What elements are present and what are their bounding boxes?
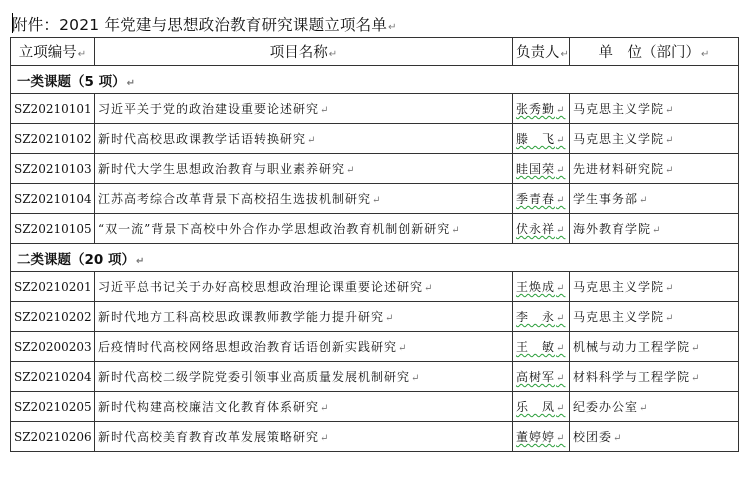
dept-cell[interactable]: 机械与动力工程学院↵ — [570, 332, 739, 362]
group-label[interactable]: 一类课题（5 项）↵ — [11, 66, 739, 94]
leader-cell[interactable]: 王 敏↵ — [513, 332, 570, 362]
paragraph-mark-icon: ↵ — [346, 165, 356, 176]
code-cell[interactable]: SZ20210205 — [11, 392, 95, 422]
name-cell[interactable]: 新时代高校美育教育改革发展策略研究↵ — [95, 422, 513, 452]
dept-cell[interactable]: 马克思主义学院↵ — [570, 272, 739, 302]
dept-cell[interactable]: 学生事务部↵ — [570, 184, 739, 214]
dept-cell[interactable]: 海外教育学院↵ — [570, 214, 739, 244]
paragraph-mark-icon: ↵ — [665, 165, 675, 176]
table-row — [11, 422, 739, 452]
table-row — [11, 94, 739, 124]
code-cell[interactable]: SZ20210104 — [11, 184, 95, 214]
paragraph-mark-icon: ↵ — [320, 403, 330, 414]
leader-cell[interactable]: 眭国荣↵ — [513, 154, 570, 184]
table-row — [11, 272, 739, 302]
paragraph-mark-icon: ↵ — [556, 403, 566, 414]
table-row — [11, 332, 739, 362]
code-cell[interactable]: SZ20210105 — [11, 214, 95, 244]
paragraph-mark-icon: ↵ — [556, 433, 566, 444]
name-cell[interactable]: “双一流”背景下高校中外合作办学思想政治教育机制创新研究↵ — [95, 214, 513, 244]
leader-cell[interactable]: 季青春↵ — [513, 184, 570, 214]
name-cell[interactable]: 后疫情时代高校网络思想政治教育话语创新实践研究↵ — [95, 332, 513, 362]
paragraph-mark-icon: ↵ — [388, 22, 397, 33]
table-row — [11, 392, 739, 422]
name-cell[interactable]: 新时代高校思政课教学话语转换研究↵ — [95, 124, 513, 154]
code-cell[interactable]: SZ20210103 — [11, 154, 95, 184]
dept-cell[interactable]: 纪委办公室↵ — [570, 392, 739, 422]
paragraph-mark-icon: ↵ — [691, 373, 701, 384]
group-row — [11, 66, 739, 94]
paragraph-mark-icon: ↵ — [556, 225, 566, 236]
leader-cell[interactable]: 高树军↵ — [513, 362, 570, 392]
paragraph-mark-icon: ↵ — [639, 403, 649, 414]
paragraph-mark-icon: ↵ — [665, 313, 675, 324]
paragraph-mark-icon: ↵ — [556, 283, 566, 294]
document-title[interactable] — [12, 13, 397, 35]
paragraph-mark-icon: ↵ — [424, 283, 434, 294]
paragraph-mark-icon: ↵ — [372, 195, 382, 206]
code-cell[interactable]: SZ20210204 — [11, 362, 95, 392]
dept-cell[interactable]: 先进材料研究院↵ — [570, 154, 739, 184]
leader-cell[interactable]: 董婷婷↵ — [513, 422, 570, 452]
name-cell[interactable]: 习近平总书记关于办好高校思想政治理论课重要论述研究↵ — [95, 272, 513, 302]
group-label[interactable]: 二类课题（20 项）↵ — [11, 244, 739, 272]
paragraph-mark-icon: ↵ — [385, 313, 395, 324]
paragraph-mark-icon: ↵ — [691, 343, 701, 354]
dept-cell[interactable]: 马克思主义学院↵ — [570, 124, 739, 154]
name-cell[interactable]: 新时代高校二级学院党委引领事业高质量发展机制研究↵ — [95, 362, 513, 392]
table-row — [11, 124, 739, 154]
paragraph-mark-icon: ↵ — [320, 433, 330, 444]
paragraph-mark-icon: ↵ — [556, 135, 566, 146]
project-table[interactable] — [10, 37, 739, 452]
leader-cell[interactable]: 王焕成↵ — [513, 272, 570, 302]
paragraph-mark-icon: ↵ — [556, 373, 566, 384]
code-cell[interactable]: SZ20210201 — [11, 272, 95, 302]
paragraph-mark-icon: ↵ — [556, 165, 566, 176]
header-code[interactable]: 立项编号↵ — [11, 38, 95, 66]
paragraph-mark-icon: ↵ — [556, 313, 566, 324]
table-row — [11, 302, 739, 332]
group-row — [11, 244, 739, 272]
table-header-row — [11, 38, 739, 66]
dept-cell[interactable]: 马克思主义学院↵ — [570, 94, 739, 124]
paragraph-mark-icon: ↵ — [398, 343, 408, 354]
header-dept[interactable]: 单 位（部门）↵ — [570, 38, 739, 66]
paragraph-mark-icon: ↵ — [665, 105, 675, 116]
leader-cell[interactable]: 李 永↵ — [513, 302, 570, 332]
paragraph-mark-icon: ↵ — [639, 195, 649, 206]
code-cell[interactable]: SZ20210202 — [11, 302, 95, 332]
code-cell[interactable]: SZ20200203 — [11, 332, 95, 362]
name-cell[interactable]: 江苏高考综合改革背景下高校招生选拔机制研究↵ — [95, 184, 513, 214]
paragraph-mark-icon: ↵ — [126, 77, 135, 89]
table-row — [11, 154, 739, 184]
code-cell[interactable]: SZ20210206 — [11, 422, 95, 452]
dept-cell[interactable]: 校团委↵ — [570, 422, 739, 452]
paragraph-mark-icon: ↵ — [613, 433, 623, 444]
paragraph-mark-icon: ↵ — [556, 105, 566, 116]
leader-cell[interactable]: 滕 飞↵ — [513, 124, 570, 154]
paragraph-mark-icon: ↵ — [307, 135, 317, 146]
paragraph-mark-icon: ↵ — [556, 343, 566, 354]
code-cell[interactable]: SZ20210101 — [11, 94, 95, 124]
table-row — [11, 214, 739, 244]
name-cell[interactable]: 习近平关于党的政治建设重要论述研究↵ — [95, 94, 513, 124]
dept-cell[interactable]: 马克思主义学院↵ — [570, 302, 739, 332]
leader-cell[interactable]: 伏永祥↵ — [513, 214, 570, 244]
leader-cell[interactable]: 张秀勤↵ — [513, 94, 570, 124]
paragraph-mark-icon: ↵ — [665, 135, 675, 146]
table-row — [11, 184, 739, 214]
paragraph-mark-icon: ↵ — [136, 255, 145, 267]
paragraph-mark-icon: ↵ — [652, 225, 662, 236]
dept-cell[interactable]: 材料科学与工程学院↵ — [570, 362, 739, 392]
code-cell[interactable]: SZ20210102 — [11, 124, 95, 154]
header-leader[interactable]: 负责人↵ — [513, 38, 570, 66]
paragraph-mark-icon: ↵ — [665, 283, 675, 294]
paragraph-mark-icon: ↵ — [451, 225, 461, 236]
table-row — [11, 362, 739, 392]
paragraph-mark-icon: ↵ — [556, 195, 566, 206]
name-cell[interactable]: 新时代地方工科高校思政课教师教学能力提升研究↵ — [95, 302, 513, 332]
name-cell[interactable]: 新时代大学生思想政治教育与职业素养研究↵ — [95, 154, 513, 184]
title-text: 附件：2021 年党建与思想政治教育研究课题立项名单 — [12, 16, 388, 34]
paragraph-mark-icon: ↵ — [320, 105, 330, 116]
header-name[interactable]: 项目名称↵ — [95, 38, 513, 66]
paragraph-mark-icon: ↵ — [411, 373, 421, 384]
name-cell[interactable]: 新时代构建高校廉洁文化教育体系研究↵ — [95, 392, 513, 422]
leader-cell[interactable]: 乐 凤↵ — [513, 392, 570, 422]
